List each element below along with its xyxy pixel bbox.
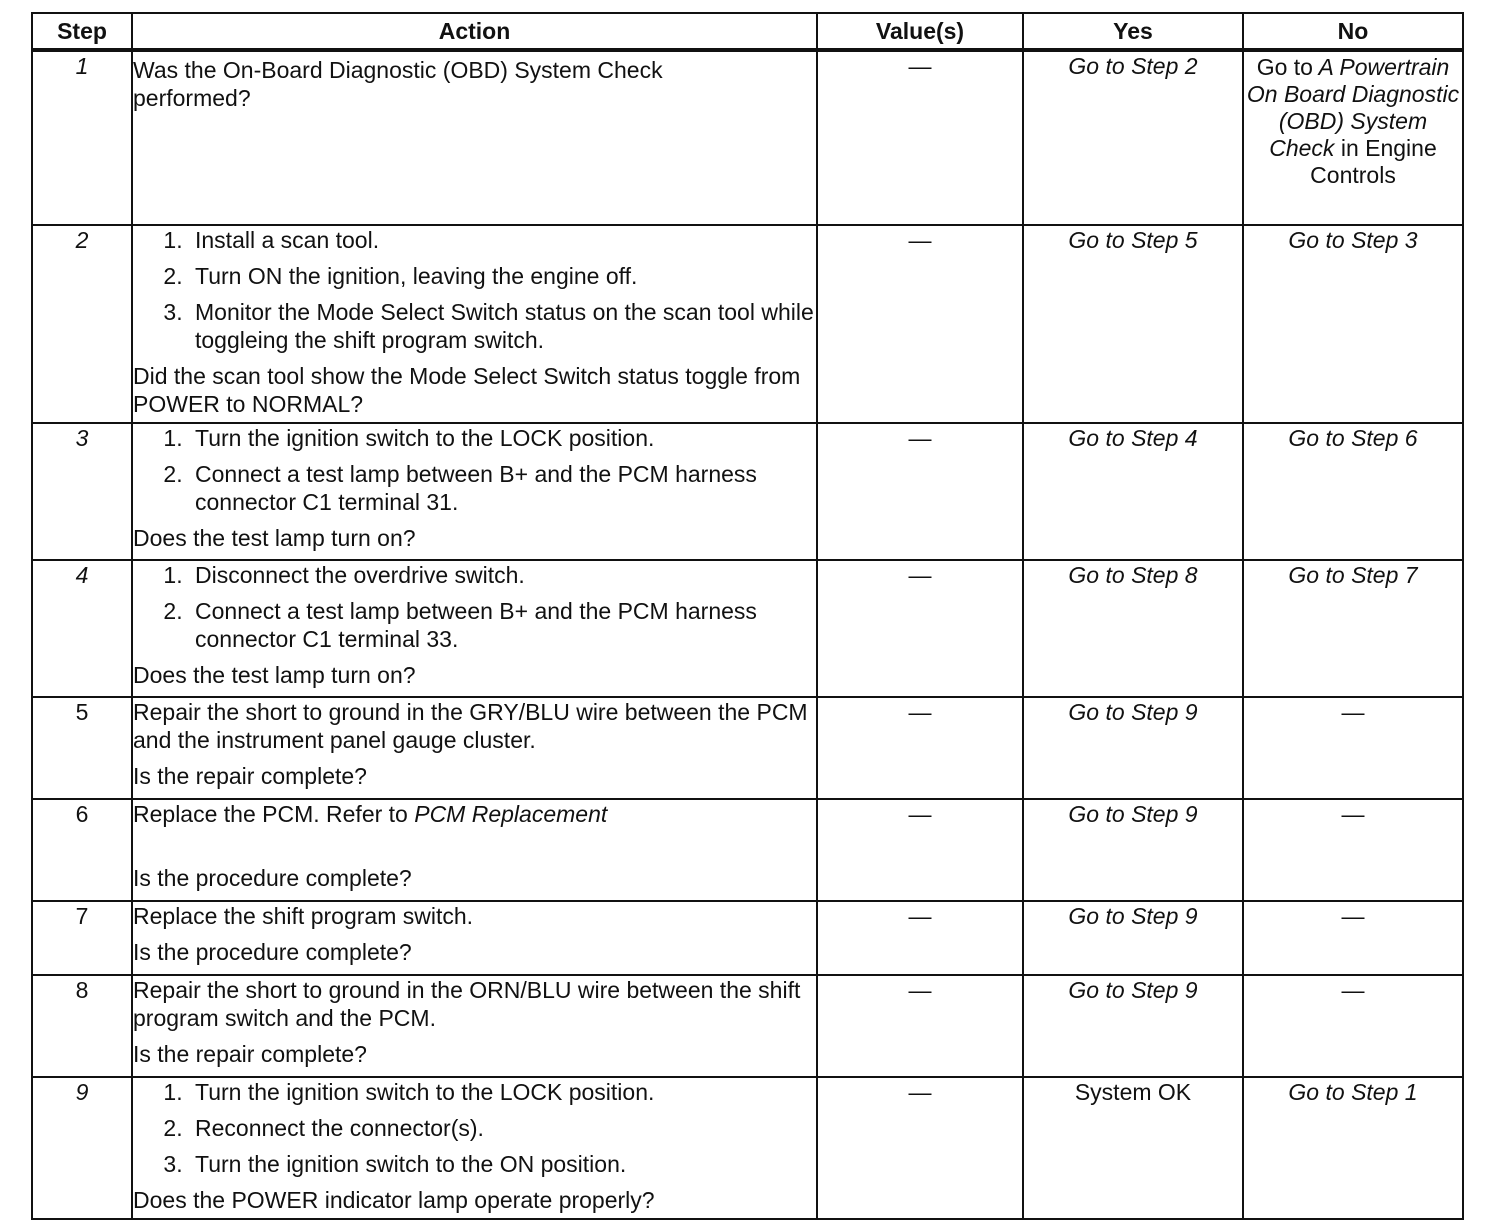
action-cell — [132, 975, 817, 1077]
step-number: 3 — [32, 423, 132, 560]
yes-cell: Go to Step 9 — [1023, 697, 1243, 799]
step-number: 2 — [32, 225, 132, 423]
header-step: Step — [32, 13, 132, 50]
action-cell — [132, 423, 817, 560]
action-text-ref: PCM Replacement — [414, 801, 608, 827]
action-question: Is the repair complete? — [133, 1041, 367, 1067]
diagnostic-table — [31, 12, 1464, 1220]
yes-cell: Go to Step 8 — [1023, 560, 1243, 697]
action-step-item: 1. Install a scan tool. — [189, 226, 816, 254]
step-number: 7 — [32, 901, 132, 975]
value-cell: — — [817, 697, 1023, 799]
table-row — [32, 901, 1463, 975]
value-cell: — — [817, 225, 1023, 423]
action-text — [133, 800, 816, 828]
no-suffix-in: in — [1340, 135, 1359, 161]
value-cell: — — [817, 975, 1023, 1077]
table-row — [32, 560, 1463, 697]
table-row — [32, 50, 1463, 225]
no-ref: A Powertrain On Board Diagnostic (OBD) System Check — [1246, 54, 1460, 161]
value-cell: — — [817, 1077, 1023, 1219]
action-question: Does the test lamp turn on? — [133, 525, 416, 551]
action-cell — [132, 50, 817, 225]
no-cell: Go to Step 6 — [1243, 423, 1463, 560]
action-question: Is the procedure complete? — [133, 865, 412, 891]
action-step-item: 1. Disconnect the overdrive switch. — [189, 561, 816, 589]
action-step-item: 3. Turn the ignition switch to the ON position. — [189, 1150, 816, 1178]
step-number: 4 — [32, 560, 132, 697]
action-question: Does the POWER indicator lamp operate properly? — [133, 1187, 655, 1213]
yes-cell: Go to Step 9 — [1023, 975, 1243, 1077]
action-cell — [132, 560, 817, 697]
action-step-item: 2. Connect a test lamp between B+ and the PCM harness connector C1 terminal 33. — [189, 597, 816, 653]
no-cell — [1243, 50, 1463, 225]
header-values: Value(s) — [817, 13, 1023, 50]
action-text: Repair the short to ground in the GRY/BLU wire between the PCM and the instrument panel gauge cluster. — [133, 699, 808, 753]
value-cell: — — [817, 901, 1023, 975]
action-step-item: 2. Turn ON the ignition, leaving the engine off. — [189, 262, 816, 290]
header-no: No — [1243, 13, 1463, 50]
value-cell: — — [817, 423, 1023, 560]
table-row — [32, 799, 1463, 901]
yes-cell: Go to Step 9 — [1023, 799, 1243, 901]
step-number: 5 — [32, 697, 132, 799]
no-cell: — — [1243, 975, 1463, 1077]
action-text: Replace the shift program switch. — [133, 903, 474, 929]
action-steps — [133, 424, 816, 516]
action-text: Repair the short to ground in the ORN/BLU wire between the shift program switch and the PCM. — [133, 977, 801, 1031]
action-question: Was the On-Board Diagnostic (OBD) System Check performed? — [133, 57, 663, 111]
action-step-item: 3. Monitor the Mode Select Switch status on the scan tool while toggleing the shift program switch. — [189, 298, 816, 354]
header-row — [32, 13, 1463, 50]
action-question: Did the scan tool show the Mode Select Switch status toggle from POWER to NORMAL? — [133, 363, 801, 417]
action-text-prefix: Replace the PCM. Refer to — [133, 801, 408, 827]
action-cell — [132, 1077, 817, 1219]
action-cell — [132, 901, 817, 975]
action-cell — [132, 697, 817, 799]
action-cell — [132, 799, 817, 901]
value-cell: — — [817, 560, 1023, 697]
value-cell: — — [817, 799, 1023, 901]
table-row — [32, 423, 1463, 560]
yes-cell: System OK — [1023, 1077, 1243, 1219]
step-number: 9 — [32, 1077, 132, 1219]
value-cell: — — [817, 50, 1023, 225]
yes-cell: Go to Step 4 — [1023, 423, 1243, 560]
no-cell: Go to Step 7 — [1243, 560, 1463, 697]
action-question: Does the test lamp turn on? — [133, 662, 416, 688]
no-cell: Go to Step 1 — [1243, 1077, 1463, 1219]
no-cell: — — [1243, 697, 1463, 799]
no-cell: Go to Step 3 — [1243, 225, 1463, 423]
action-question: Is the procedure complete? — [133, 939, 412, 965]
no-prefix: Go to — [1256, 54, 1313, 80]
action-step-item: 2. Reconnect the connector(s). — [189, 1114, 816, 1142]
action-steps — [133, 226, 816, 354]
yes-cell: Go to Step 5 — [1023, 225, 1243, 423]
action-step-item: 1. Turn the ignition switch to the LOCK position. — [189, 424, 816, 452]
yes-cell: Go to Step 9 — [1023, 901, 1243, 975]
action-step-item: 2. Connect a test lamp between B+ and the PCM harness connector C1 terminal 31. — [189, 460, 816, 516]
no-suffix: Engine Controls — [1310, 135, 1437, 188]
action-steps — [133, 561, 816, 653]
table-row — [32, 697, 1463, 799]
yes-cell: Go to Step 2 — [1023, 50, 1243, 225]
action-question: Is the repair complete? — [133, 763, 367, 789]
table-row — [32, 975, 1463, 1077]
no-cell: — — [1243, 901, 1463, 975]
table-row — [32, 1077, 1463, 1219]
header-action: Action — [132, 13, 817, 50]
step-number: 1 — [32, 50, 132, 225]
step-number: 8 — [32, 975, 132, 1077]
action-cell — [132, 225, 817, 423]
table-row — [32, 225, 1463, 423]
header-yes: Yes — [1023, 13, 1243, 50]
step-number: 6 — [32, 799, 132, 901]
no-cell: — — [1243, 799, 1463, 901]
action-step-item: 1. Turn the ignition switch to the LOCK position. — [189, 1078, 816, 1106]
action-steps — [133, 1078, 816, 1178]
